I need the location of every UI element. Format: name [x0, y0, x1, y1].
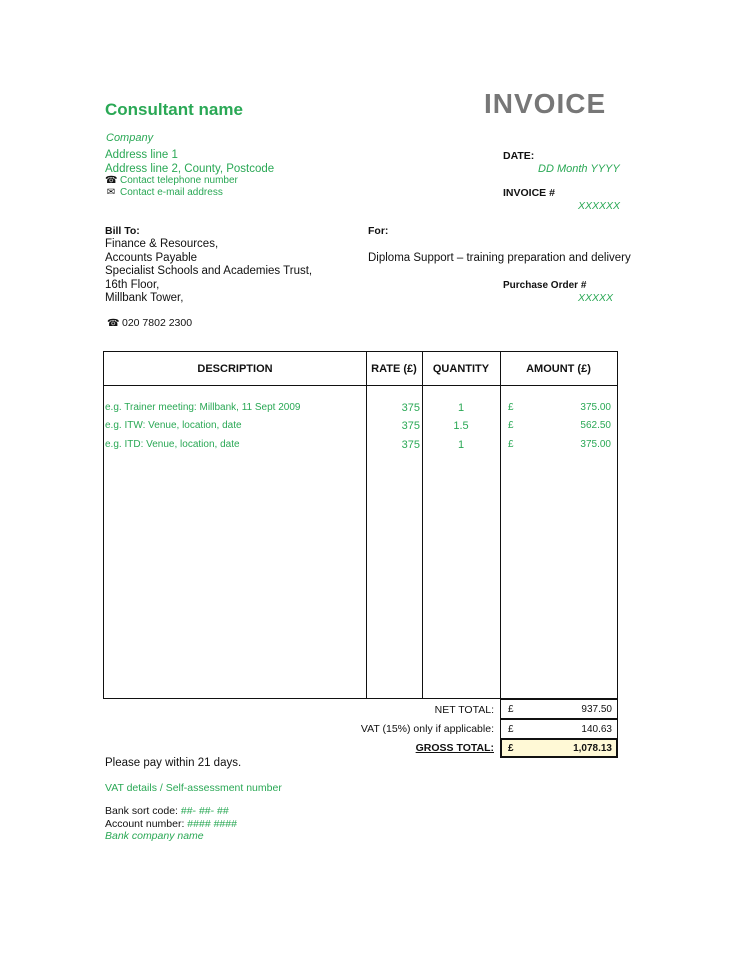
payment-terms: Please pay within 21 days. — [105, 757, 242, 769]
sender-address-line-1: Address line 1 — [105, 149, 178, 161]
row-currency: £ — [508, 402, 514, 413]
net-total-box — [500, 699, 618, 719]
table-row — [104, 439, 617, 457]
column-header-quantity: QUANTITY — [432, 363, 490, 375]
account-number-row — [105, 818, 237, 830]
date-value: DD Month YYYY — [538, 163, 620, 175]
purchase-order-label: Purchase Order # — [503, 280, 587, 291]
gross-total-value: 1,078.13 — [573, 743, 612, 754]
gross-total-label: GROSS TOTAL: — [415, 742, 494, 754]
bill-to-line: 16th Floor, — [105, 278, 160, 291]
row-rate: 375 — [401, 402, 420, 414]
sender-phone-row — [105, 175, 238, 186]
bill-to-address — [105, 238, 312, 306]
table-row — [104, 402, 617, 420]
sender-address-line-2: Address line 2, County, Postcode — [105, 163, 275, 175]
row-description: e.g. ITD: Venue, location, date — [105, 439, 240, 450]
consultant-name: Consultant name — [105, 100, 243, 119]
row-description: e.g. Trainer meeting: Millbank, 11 Sept 2009 — [105, 402, 301, 413]
gross-total-box — [500, 738, 618, 758]
vat-details: VAT details / Self-assessment number — [105, 782, 282, 794]
row-currency: £ — [508, 439, 514, 450]
bill-to-line: Accounts Payable — [105, 251, 198, 264]
for-label: For: — [368, 225, 389, 237]
sender-email: Contact e-mail address — [120, 187, 223, 198]
row-quantity: 1 — [457, 402, 465, 414]
net-total-label: NET TOTAL: — [434, 704, 494, 716]
row-quantity: 1.5 — [453, 420, 469, 432]
bill-to-label: Bill To: — [105, 225, 140, 237]
sender-company: Company — [106, 132, 154, 144]
vat-value: 140.63 — [581, 724, 612, 735]
bank-sort-code-value: ##- ##- ## — [180, 805, 229, 817]
bank-company-name: Bank company name — [105, 830, 204, 842]
column-header-amount: AMOUNT (£) — [526, 363, 591, 375]
column-header-rate: RATE (£) — [371, 363, 417, 375]
vat-currency: £ — [508, 724, 514, 735]
row-rate: 375 — [401, 420, 420, 432]
account-number-value: #### #### — [187, 818, 237, 830]
invoice-number-label: INVOICE # — [503, 187, 555, 199]
invoice-number-value: XXXXXX — [578, 200, 621, 212]
bill-to-line: Finance & Resources, — [105, 238, 219, 250]
bank-sort-code-label: Bank sort code: — [105, 805, 181, 817]
items-table — [103, 351, 618, 699]
bill-to-phone-row — [107, 317, 192, 329]
row-description: e.g. ITW: Venue, location, date — [105, 420, 242, 431]
header-divider — [104, 385, 617, 386]
envelope-icon: ✉ — [106, 187, 116, 198]
vat-box — [500, 719, 618, 739]
row-amount: 375.00 — [580, 439, 611, 450]
account-number-label: Account number: — [105, 818, 188, 830]
phone-icon: ☎ — [107, 318, 120, 329]
gross-total-currency: £ — [508, 743, 514, 754]
invoice-title: INVOICE — [484, 88, 607, 119]
for-value: Diploma Support – training preparation and delivery — [368, 252, 631, 264]
bank-sort-code-row — [105, 805, 229, 817]
net-total-value: 937.50 — [581, 704, 612, 715]
net-total-currency: £ — [508, 704, 514, 715]
column-header-description: DESCRIPTION — [197, 363, 273, 375]
row-rate: 375 — [401, 439, 420, 451]
bill-to-line: Specialist Schools and Academies Trust, — [105, 265, 313, 277]
row-amount: 562.50 — [580, 420, 611, 431]
row-quantity: 1 — [457, 439, 465, 451]
vat-label: VAT (15%) only if applicable: — [360, 723, 494, 735]
row-currency: £ — [508, 420, 514, 431]
bill-to-phone: 020 7802 2300 — [122, 317, 193, 329]
date-label: DATE: — [503, 150, 535, 162]
table-row — [104, 420, 617, 438]
phone-icon: ☎ — [105, 175, 118, 186]
sender-email-row — [105, 187, 223, 198]
row-amount: 375.00 — [580, 402, 611, 413]
sender-phone: Contact telephone number — [120, 175, 238, 186]
purchase-order-value: XXXXX — [578, 292, 614, 304]
bill-to-line: Millbank Tower, — [105, 292, 184, 304]
